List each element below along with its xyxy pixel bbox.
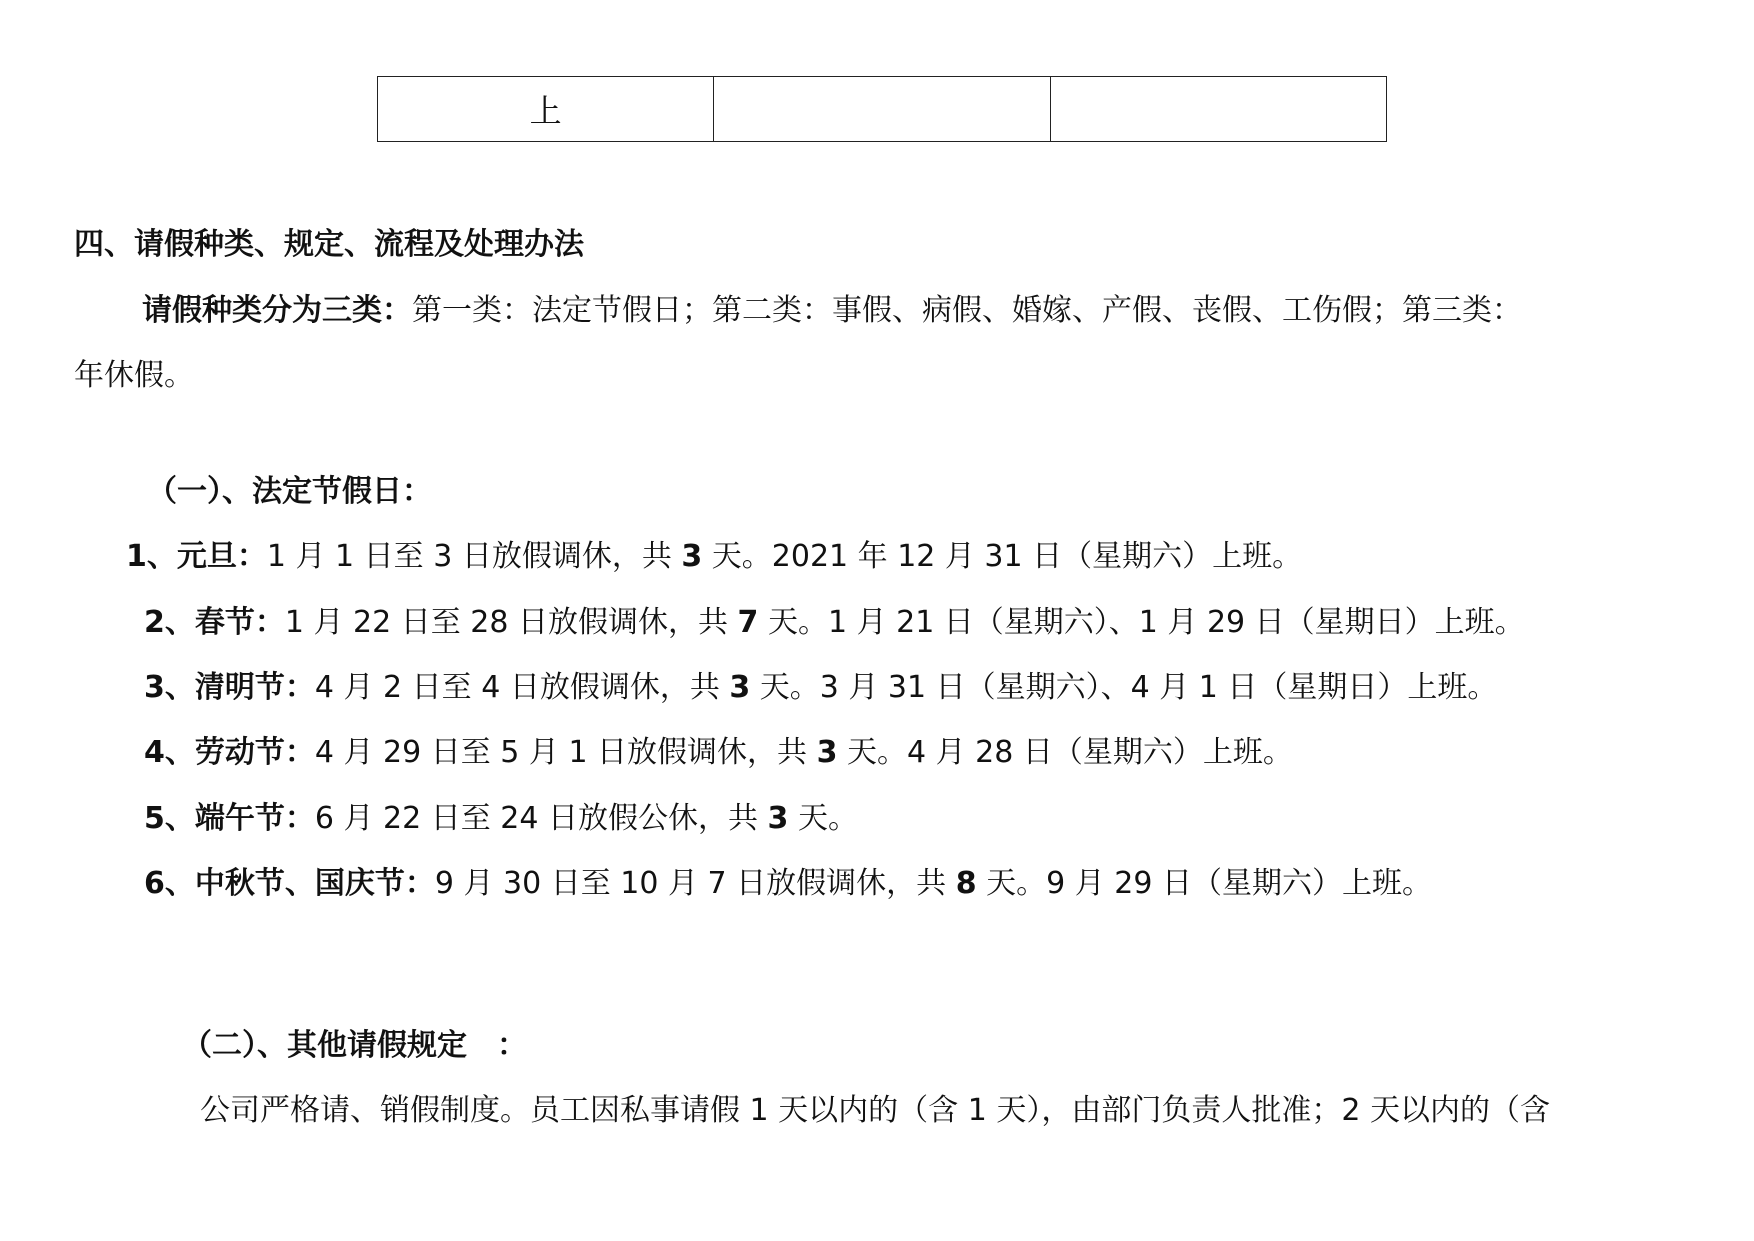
top-table	[377, 76, 1387, 142]
holiday-text: 1 月 22 日至 28 日放假调休，共	[284, 605, 738, 640]
table-cell	[1050, 77, 1386, 142]
holiday-days: 3	[681, 539, 703, 574]
holiday-text: 4 月 2 日至 4 日放假调休，共	[314, 670, 730, 705]
holiday-text: 6 月 22 日至 24 日放假公休，共	[314, 801, 768, 836]
holiday-text: 天。1 月 21 日（星期六）、1 月 29 日（星期日）上班。	[758, 605, 1525, 640]
holiday-label: 5、端午节：	[144, 801, 315, 836]
holiday-label: 1、元旦：	[126, 539, 267, 574]
holiday-text: 天。2021 年 12 月 31 日（星期六）上班。	[702, 539, 1303, 574]
intro-paragraph-line-1	[142, 291, 1522, 331]
holiday-text: 1 月 1 日至 3 日放假调休，共	[266, 539, 682, 574]
holiday-text: 天。9 月 29 日（星期六）上班。	[976, 866, 1432, 901]
other-rules-subheading: （二）、其他请假规定 ：	[182, 1028, 527, 1063]
holiday-item	[144, 733, 1293, 773]
other-rules-paragraph: 公司严格请、销假制度。员工因私事请假 1 天以内的（含 1 天），由部门负责人批准；2 天以内的（含	[200, 1093, 1550, 1128]
holiday-days: 3	[729, 670, 751, 705]
intro-paragraph-line-2: 年休假。	[74, 358, 194, 393]
holiday-item	[144, 668, 1497, 708]
holiday-text: 天。	[788, 801, 858, 836]
holiday-text: 天。3 月 31 日（星期六）、4 月 1 日（星期日）上班。	[750, 670, 1498, 705]
holiday-text: 4 月 29 日至 5 月 1 日放假调休，共	[314, 735, 817, 770]
intro-text: 第一类：法定节假日；第二类：事假、病假、婚嫁、产假、丧假、工伤假；第三类：	[412, 293, 1522, 328]
section-heading: 四、请假种类、规定、流程及处理办法	[74, 227, 584, 262]
holiday-text: 天。4 月 28 日（星期六）上班。	[837, 735, 1293, 770]
holiday-item	[126, 537, 1302, 577]
intro-label: 请假种类分为三类：	[142, 293, 412, 328]
holiday-days: 7	[737, 605, 759, 640]
holiday-days: 3	[816, 735, 838, 770]
holiday-label: 4、劳动节：	[144, 735, 315, 770]
holiday-item	[144, 864, 1432, 904]
holiday-item	[144, 603, 1525, 643]
holiday-item	[144, 799, 858, 839]
holiday-days: 3	[767, 801, 789, 836]
holiday-label: 3、清明节：	[144, 670, 315, 705]
holidays-subheading: （一）、法定节假日：	[147, 474, 432, 509]
holiday-label: 2、春节：	[144, 605, 285, 640]
table-cell: 上	[378, 77, 714, 142]
holiday-label: 6、中秋节、国庆节：	[144, 866, 435, 901]
holiday-text: 9 月 30 日至 10 月 7 日放假调休，共	[434, 866, 956, 901]
holiday-days: 8	[955, 866, 977, 901]
table-cell	[714, 77, 1050, 142]
table-row	[378, 77, 1387, 142]
